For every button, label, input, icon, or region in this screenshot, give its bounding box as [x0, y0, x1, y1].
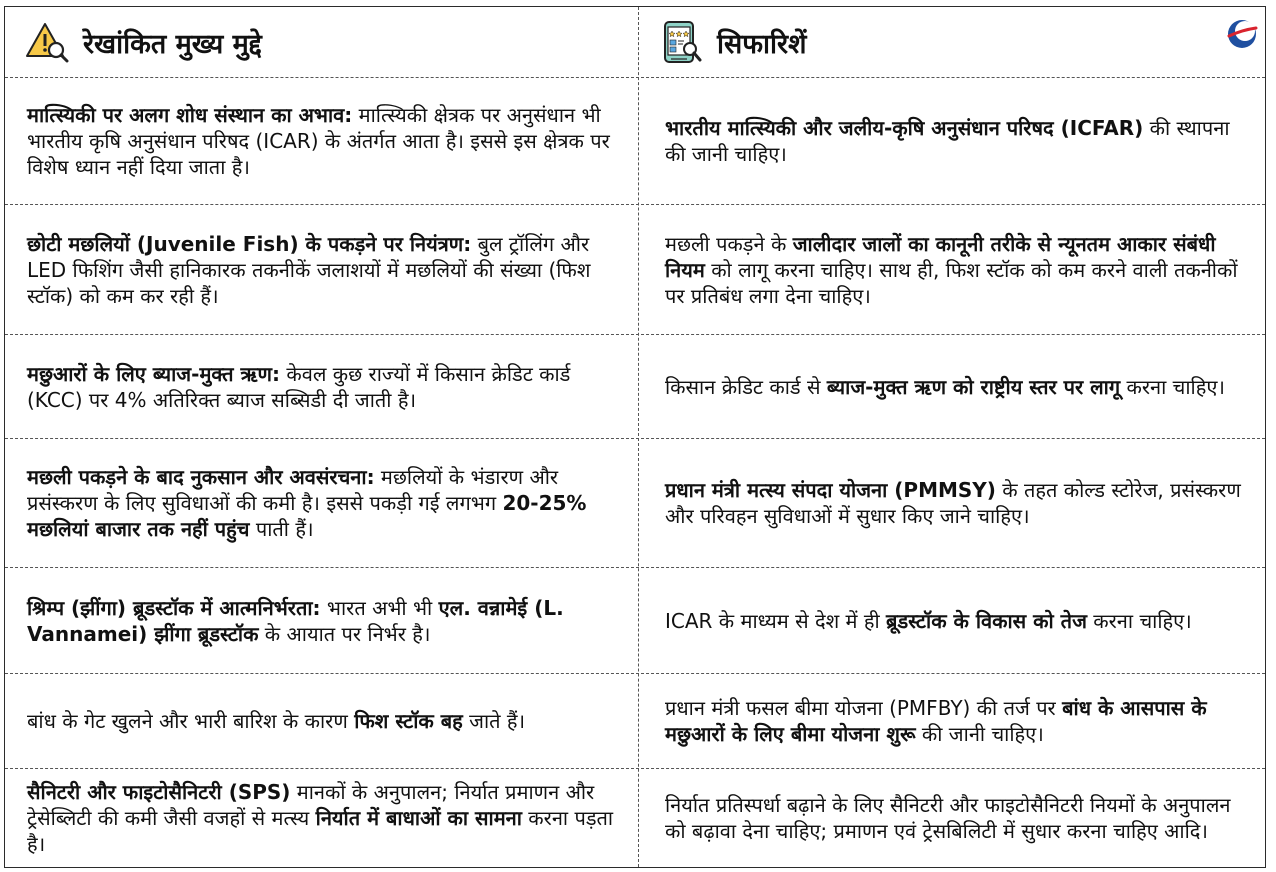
recommendation-phone-icon	[659, 20, 703, 64]
warning-magnifier-icon	[25, 20, 69, 64]
issue-cell	[5, 335, 638, 438]
recommendation-cell	[639, 769, 1265, 867]
issue-cell	[5, 769, 638, 867]
recommendation-cell	[639, 568, 1265, 673]
recommendation-text: प्रधान मंत्री फसल बीमा योजना (PMFBY) की तर्ज पर बांध के आसपास के मछुआरों के लिए बीमा योजना शुरू की जानी चाहिए।	[665, 696, 1207, 746]
recommendation-cell	[639, 78, 1265, 204]
recommendation-cell	[639, 674, 1265, 768]
issue-text: सैनिटरी और फाइटोसैनिटरी (SPS) मानकों के अनुपालन; निर्यात प्रमाणन और ट्रेसेब्लिटी की कमी जैसी वजहों से मत्स्य निर्यात में बाधाओं का सामना करना पड़ता है।	[27, 780, 614, 856]
brand-logo-icon	[1225, 17, 1259, 51]
recommendation-text: भारतीय मात्स्यिकी और जलीय-कृषि अनुसंधान परिषद (ICFAR) की स्थापना की जानी चाहिए।	[665, 116, 1230, 166]
recommendation-text: ICAR के माध्यम से देश में ही ब्रूडस्टॉक के विकास को तेज करना चाहिए।	[665, 608, 1192, 633]
recommendation-text: निर्यात प्रतिस्पर्धा बढ़ाने के लिए सैनिटरी और फाइटोसैनिटरी नियमों के अनुपालन को बढ़ावा देना चाहिए; प्रमाणन एवं ट्रेसबिलिटी में सुधार करना चाहिए आदि।	[665, 793, 1231, 843]
issue-text: श्रिम्प (झींगा) ब्रूडस्टॉक में आत्मनिर्भरता: भारत अभी भी एल. वन्नामेई (L. Vannamei) झींगा ब्रूडस्टॉक के आयात पर निर्भर है।	[27, 595, 564, 646]
recommendations-title: सिफारिशें	[717, 28, 807, 60]
issue-cell	[5, 439, 638, 567]
recommendations-header	[639, 7, 1265, 77]
recommendation-text: किसान क्रेडिट कार्ड से ब्याज-मुक्त ऋण को राष्ट्रीय स्तर पर लागू करना चाहिए।	[665, 374, 1225, 399]
recommendation-cell	[639, 335, 1265, 438]
issue-cell	[5, 205, 638, 334]
issue-text: छोटी मछलियों (Juvenile Fish) के पकड़ने पर नियंत्रण: बुल ट्रॉलिंग और LED फिशिंग जैसी हानिकारक तकनीकें जलाशयों में मछलियों की संख्या (फिश स्टॉक) को कम कर रही हैं।	[27, 231, 591, 308]
issue-cell	[5, 674, 638, 768]
issues-title: रेखांकित मुख्य मुद्दे	[83, 28, 262, 60]
recommendation-cell	[639, 439, 1265, 567]
comparison-table	[4, 6, 1266, 868]
recommendation-cell	[639, 205, 1265, 334]
recommendation-text: मछली पकड़ने के जालीदार जालों का कानूनी तरीके से न्यूनतम आकार संबंधी नियम को लागू करना चाहिए। साथ ही, फिश स्टॉक को कम करने वाली तकनीकों पर प्रतिबंध लगा देना चाहिए।	[665, 231, 1238, 308]
issue-text: मछली पकड़ने के बाद नुकसान और अवसंरचना: मछलियों के भंडारण और प्रसंस्करण के लिए सुविधाओं की कमी है। इससे पकड़ी गई लगभग 20-25% मछलियां बाजार तक नहीं पहुंच पाती हैं।	[27, 465, 587, 541]
recommendation-text: प्रधान मंत्री मत्स्य संपदा योजना (PMMSY) के तहत कोल्ड स्टोरेज, प्रसंस्करण और परिवहन सुविधाओं में सुधार किए जाने चाहिए।	[665, 478, 1241, 528]
issue-cell	[5, 78, 638, 204]
issue-text: मात्स्यिकी पर अलग शोध संस्थान का अभाव: मात्स्यिकी क्षेत्रक पर अनुसंधान भी भारतीय कृषि अनुसंधान परिषद (ICAR) के अंतर्गत आता है। इससे इस क्षेत्रक पर विशेष ध्यान नहीं दिया जाता है।	[27, 103, 610, 179]
issue-text: बांध के गेट खुलने और भारी बारिश के कारण फिश स्टॉक बह जाते हैं।	[27, 709, 526, 733]
issue-cell	[5, 568, 638, 673]
issues-header	[5, 7, 638, 77]
issue-text: मछुआरों के लिए ब्याज-मुक्त ऋण: केवल कुछ राज्यों में किसान क्रेडिट कार्ड (KCC) पर 4% अतिरिक्त ब्याज सब्सिडी दी जाती है।	[27, 361, 571, 412]
